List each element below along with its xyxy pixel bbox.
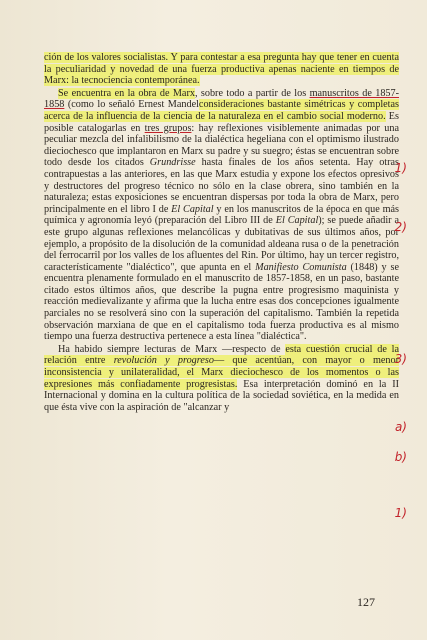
paragraph bbox=[44, 52, 399, 87]
text-segment: y en los manuscritos de la época en que más química y agronomía leyó (preparación del Libro III de bbox=[44, 203, 399, 227]
text-segment: ); se puede añadir a este grupo algunas reflexiones melancólicas y dubitativas de sus últimos años, por ejemplo, a propósito de la disolución de la comunidad aldeana rusa o de la penetración del ferrocarril por los valles de los afluentes del Rin. Por último, hay un tercer registro, característicamente "dialéctico", que apunta en el bbox=[44, 215, 400, 273]
margin-mark-1: 1) bbox=[394, 161, 407, 175]
margin-mark-1b: 1) bbox=[394, 506, 407, 520]
text-segment: revolución y progreso bbox=[113, 355, 214, 367]
margin-mark-2: 2) bbox=[394, 220, 407, 234]
margin-mark-3: 3) bbox=[394, 352, 407, 366]
paragraph bbox=[44, 344, 399, 414]
text-segment: Se encuentra en la obra de Marx bbox=[58, 87, 195, 99]
text-segment: Es posible catalogarlas en bbox=[44, 110, 399, 134]
text-segment: (1848) y se encuentra plenamente formulado en el manuscrito de 1857-1858, en un paso, bastante citado estos últimos años, que describe la pugna entre progresismo maquinista y reacción medievalizante y afirma que la lucha entre esas dos concepciones igualmente parciales no se resolverá sino con la superación del capitalismo. También la repetida observación marxiana de que en el capitalismo toda fuerza productiva es al mismo tiempo una fuerza destructiva pertenece a esta línea "dialéctica". bbox=[44, 261, 399, 343]
text-segment: Grundrisse bbox=[149, 157, 196, 169]
text-segment: El Capital bbox=[275, 215, 319, 227]
text-segment: ción de los valores socialistas. Y para contestar a esa pregunta hay que tener en cuenta la peculiaridad y novedad de una fuerza productiva apenas naciente en tiempos de Marx: la tecnociencia contemporánea. bbox=[44, 52, 399, 87]
text-segment: esta cuestión crucial de la relación entre bbox=[44, 343, 399, 367]
text-segment: Manifiesto Comunista bbox=[255, 261, 347, 273]
page-number: 127 bbox=[357, 595, 375, 609]
text-segment: — que acentúan, con mayor o menor inconsistencia y unilateralidad, el Marx dieciochesco de los momentos o las expresiones más confiadamente progresistas. bbox=[44, 355, 399, 390]
text-segment: El Capital bbox=[171, 203, 214, 215]
text-segment: : hay reflexiones visiblemente animadas por una peculiar mezcla del infalibilismo de la dialéctica hegeliana con el optimismo ilustrado dieciochesco que implantaron en Marx su padre y su suegro; éstas se encuentran sobre todo desde los citados bbox=[44, 122, 399, 169]
text-segment: Ha habido siempre lecturas de Marx —respecto de bbox=[58, 343, 286, 355]
text-segment: tres grupos bbox=[144, 122, 192, 134]
text-segment: (como lo señaló Ernest Mandel bbox=[64, 99, 199, 111]
body-text bbox=[44, 52, 399, 413]
text-segment: manuscritos de 1857-1858 bbox=[44, 87, 400, 111]
text-segment: , sobre todo a partir de los bbox=[194, 87, 310, 99]
text-segment: hasta finales de los años setenta. Hay otras contrapuestas a las anteriores, en las que Marx estudia y expone los efectos opresivos y destructores del progreso técnico no sólo en la clase obrera, sino también en la naturaleza; estas exposiciones se encuentran dispersas por toda la obra de Marx, pero principalmente en el libro I de bbox=[44, 157, 399, 215]
margin-mark-a: a) bbox=[394, 420, 407, 434]
margin-mark-b: b) bbox=[394, 450, 407, 464]
text-segment: consideraciones bastante simétricas y completas acerca de la influencia de la ciencia de la naturaleza en el cambio social moderno. bbox=[44, 99, 399, 122]
paragraph bbox=[44, 88, 399, 343]
text-segment: Esa interpretación dominó en la II Internacional y domina en la cultura política de la sociedad soviética, en la medida en que ésta vive con la aspiración de "alcanzar y bbox=[44, 378, 399, 413]
